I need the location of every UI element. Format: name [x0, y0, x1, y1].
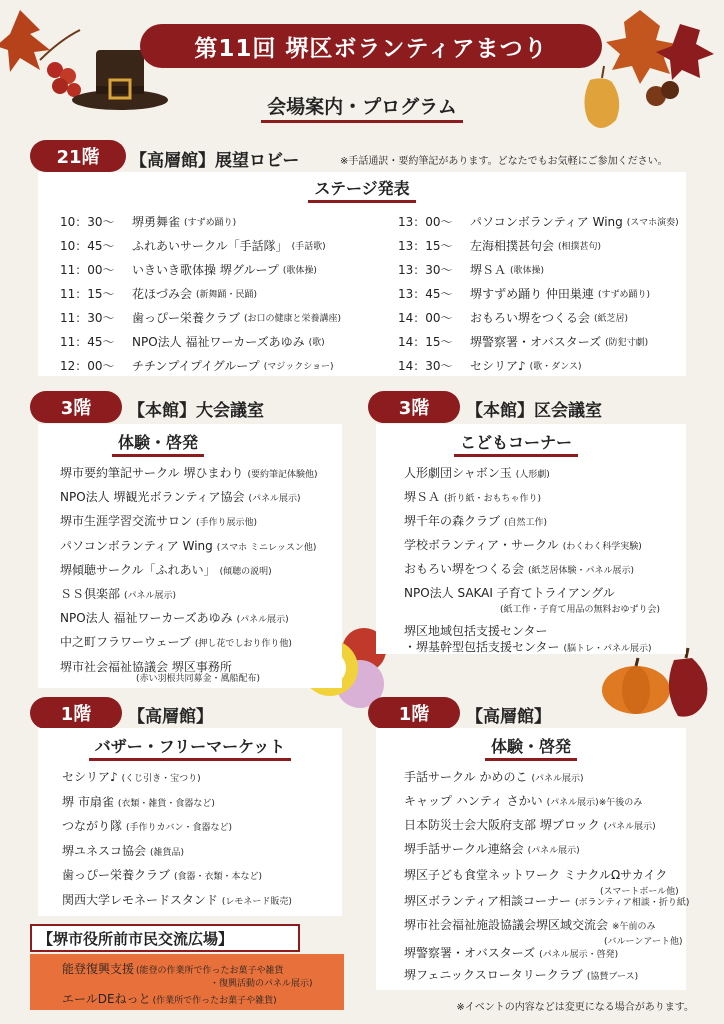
program-row	[398, 309, 628, 326]
floor-badge-3-right: 3階	[368, 391, 460, 423]
list-item-name: 堺千年の森クラブ	[404, 514, 501, 528]
list-item	[404, 622, 548, 639]
list-item-desc: (パネル展示)※午後のみ	[546, 798, 643, 808]
program-row	[60, 213, 236, 230]
list-item-desc: (パネル展示)	[124, 591, 177, 601]
program-name: 堺警察署・オバスターズ	[470, 335, 602, 349]
venue-title-3-left: 【本館】大会議室	[128, 401, 264, 421]
list-item	[62, 842, 184, 859]
autumn-decoration-right	[560, 0, 724, 140]
program-name: セシリア♪	[470, 359, 526, 373]
section-heading-3-right: こどもコーナー	[376, 430, 656, 453]
program-row	[398, 261, 544, 278]
list-item-name: 堺ユネスコ協会	[62, 843, 147, 858]
page-title: 第11回 堺区ボランティアまつり	[140, 24, 602, 68]
list-item-name: 堺手話サークル連絡会	[404, 842, 524, 856]
program-time: 14：30～	[398, 359, 453, 373]
list-item-name: 堺市社会福祉施設協議会堺区域交流会	[404, 918, 609, 932]
program-row	[398, 237, 601, 254]
program-name: ふれあいサークル「手話隊」	[132, 239, 288, 253]
list-item-name: 堺 市扇雀	[62, 794, 114, 809]
program-name: おもろい堺をつくる会	[470, 311, 591, 325]
program-row	[60, 261, 317, 278]
venue-title-21: 【高層館】展望ロビー	[130, 151, 300, 171]
program-time: 13：30～	[398, 263, 453, 277]
list-item	[404, 638, 652, 655]
program-desc: (マジックショー)	[263, 362, 334, 372]
list-item	[404, 536, 642, 553]
list-item-desc: (手作りカバン・食器など)	[126, 823, 233, 833]
list-3-right-extra: (紙工作・子育て用品の無料おゆずり会)	[500, 605, 661, 615]
program-row	[60, 333, 325, 350]
list-item	[404, 944, 618, 961]
list-item	[62, 793, 215, 810]
list-item-name: セシリア♪	[62, 770, 118, 784]
list-item	[60, 512, 257, 529]
floor-badge-1-left: 1階	[30, 697, 122, 729]
section-heading-stage: ステージ発表	[38, 176, 686, 199]
list-item-name: 堺区子ども食堂ネットワーク ミナクルΩサカイク	[404, 868, 668, 882]
list-item	[404, 584, 615, 601]
list-item-desc: (わくわく科学実験)	[562, 542, 642, 552]
list-item-desc: (パネル展示)	[248, 494, 301, 505]
list-item-name: 学校ボランティア・サークル	[404, 538, 559, 552]
program-name: NPO法人 福祉ワーカーズあゆみ	[132, 335, 305, 349]
list-item-desc: (紙芝居体験・パネル展示)	[528, 566, 635, 576]
list-item-name: NPO法人 堺観光ボランティア協会	[60, 490, 245, 505]
plaza-title: 【堺市役所前市民交流広場】	[30, 924, 300, 952]
program-time: 11：30～	[60, 311, 115, 325]
program-row	[398, 213, 679, 230]
program-time: 10：30～	[60, 215, 115, 229]
list-item-desc: (押し花でしおり作り他)	[194, 639, 292, 650]
list-item-name: 堺市生涯学習交流サロン	[60, 514, 193, 529]
list-item-desc: (食器・衣類・本など)	[174, 872, 263, 882]
list-item-desc: (パネル展示・啓発)	[539, 950, 619, 960]
program-time: 10：45～	[60, 239, 115, 253]
list-item-desc: (傾聴の説明)	[219, 566, 272, 577]
list-item	[404, 916, 656, 933]
list-item-desc: (パネル展示)	[236, 615, 289, 626]
floor-badge-3-left: 3階	[30, 391, 122, 423]
list-item	[404, 792, 642, 809]
program-time: 14：15～	[398, 335, 453, 349]
venue-title-1-left: 【高層館】	[128, 707, 213, 727]
program-row	[60, 357, 334, 374]
program-name: 歯っぴー栄養クラブ	[132, 311, 241, 325]
list-item-desc: (レモネード販売)	[221, 896, 292, 907]
list-item-name: 堺警察署・オバスターズ	[404, 946, 536, 960]
list-1-right-extra2: (バルーンアート他)	[604, 937, 683, 947]
list-item	[404, 560, 634, 577]
list-item-desc: (衣類・雑貨・食器など)	[117, 798, 215, 809]
program-desc: (すずめ踊り)	[184, 218, 237, 228]
list-item-name: ・堺基幹型包括支援センター	[404, 640, 560, 654]
program-desc: (紙芝居)	[594, 314, 629, 324]
list-item	[60, 488, 301, 505]
program-time: 11：45～	[60, 335, 115, 349]
list-item	[404, 966, 638, 983]
list-item-name: 堺市社会福祉協議会 堺区事務所	[60, 659, 232, 674]
program-desc: (歌・ダンス)	[529, 362, 582, 372]
list-item-name: 関西大学レモネードスタンド	[62, 892, 218, 907]
list-item-name: つながり隊	[62, 819, 123, 833]
section-heading-1-right: 体験・啓発	[376, 734, 686, 757]
list-item-name: 中之町フラワーウェーブ	[60, 635, 191, 650]
list-item	[62, 866, 262, 883]
program-desc: (歌)	[308, 338, 325, 348]
list-item-desc: (人形劇)	[515, 470, 550, 480]
list-item-name: 堺区ボランティア相談コーナー	[404, 894, 572, 908]
section-heading-1-left: バザー・フリーマーケット	[38, 734, 342, 757]
list-item	[62, 817, 232, 834]
list-item-desc: (脳トレ・パネル展示)	[563, 644, 652, 654]
list-item	[404, 768, 584, 785]
program-desc: (手話歌)	[291, 242, 326, 252]
list-item	[404, 512, 547, 529]
program-desc: (お口の健康と栄養講座)	[244, 314, 342, 324]
program-name: 左海相撲甚句会	[470, 239, 555, 253]
list-item	[62, 891, 292, 908]
list-1-right-extra1: (スマートボール他)	[600, 887, 679, 897]
list-item	[60, 537, 316, 554]
list-item-desc: (要約筆記体験他)	[247, 470, 318, 480]
venue-note-21: ※手話通訳・要約筆記があります。どなたでもお気軽にご参加ください。	[340, 156, 668, 167]
list-item-name: キャップ ハンティ さかい	[404, 794, 543, 808]
list-item-desc: (パネル展示)	[603, 822, 656, 832]
plaza-item-1-desc2: ・復興活動のパネル展示)	[210, 979, 313, 989]
list-item-name: NPO法人 福祉ワーカーズあゆみ	[60, 611, 233, 626]
program-desc: (防犯寸劇)	[605, 338, 649, 348]
program-row	[60, 285, 257, 302]
section-heading-3-left: 体験・啓発	[38, 430, 278, 453]
list-item-name: 堺フェニックスロータリークラブ	[404, 968, 583, 982]
list-item-name: 人形劇団シャボン玉	[404, 466, 512, 480]
program-time: 11：15～	[60, 287, 115, 301]
program-time: 13：00～	[398, 215, 453, 229]
floor-badge-21: 21階	[30, 140, 126, 172]
floor-badge-1-right: 1階	[368, 697, 460, 729]
plaza-item-2: エールDEねっと (作業所で作ったお菓子や雑貨)	[62, 992, 277, 1006]
program-row	[398, 285, 650, 302]
program-time: 14：00～	[398, 311, 453, 325]
list-item-desc: (パネル展示)	[527, 846, 580, 856]
program-name: パソコンボランティア Wing	[470, 215, 623, 229]
program-desc: (新舞踊・民踊)	[196, 290, 258, 300]
list-item-desc: (折り紙・おもちゃ作り)	[444, 494, 542, 504]
list-item	[404, 816, 656, 833]
program-name: チチンプイプイグループ	[132, 359, 260, 373]
program-name: 堺勇舞雀	[132, 215, 181, 229]
program-time: 11：00～	[60, 263, 115, 277]
list-item-desc: (自然工作)	[504, 518, 548, 528]
list-item-desc: (協賛ブース)	[586, 972, 639, 982]
program-name: 堺すずめ踊り 仲田巣連	[470, 287, 594, 301]
list-item-desc: (くじ引き・宝つり)	[121, 774, 201, 784]
plaza-item-1: 能登復興支援 (能登の作業所で作ったお菓子や雑貨	[62, 962, 284, 976]
program-name: いきいき歌体操 堺グループ	[132, 263, 279, 277]
list-item-name: 堺区地域包括支援センター	[404, 624, 548, 638]
list-item-desc: (雑貨品)	[150, 847, 185, 858]
list-item-desc: ※午前のみ	[612, 922, 656, 932]
program-row	[398, 357, 582, 374]
list-item-name: 手話サークル かめのこ	[404, 770, 528, 784]
program-row	[60, 309, 341, 326]
list-item-desc: (パネル展示)	[531, 774, 584, 784]
list-item-desc: (スマホ ミニレッスン他)	[216, 542, 317, 553]
list-3-left-extra: (赤い羽根共同募金・風船配布)	[136, 674, 261, 684]
program-desc: (すずめ踊り)	[597, 290, 651, 300]
list-item-name: 堺傾聴サークル「ふれあい」	[60, 562, 216, 577]
list-item-name: ＳＳ倶楽部	[60, 587, 121, 601]
program-row	[398, 333, 648, 350]
venue-title-3-right: 【本館】区会議室	[466, 401, 602, 421]
program-time: 13：45～	[398, 287, 453, 301]
program-desc: (歌体操)	[282, 266, 317, 276]
list-item	[404, 866, 667, 883]
program-desc: (相撲甚句)	[558, 242, 602, 252]
list-item	[60, 633, 292, 650]
list-item	[60, 464, 318, 481]
program-name: 堺ＳＡ	[470, 263, 507, 277]
program-row	[60, 237, 326, 254]
list-item	[60, 585, 176, 602]
program-desc: (スマホ演奏)	[626, 218, 679, 228]
list-item-name: パソコンボランティア Wing	[60, 538, 213, 553]
list-item-name: 堺ＳＡ	[404, 490, 441, 504]
list-item	[60, 609, 289, 626]
program-name: 花ほづみ会	[132, 287, 193, 301]
list-item-desc: (手作り展示他)	[196, 518, 258, 529]
list-item-name: 堺市要約筆記サークル 堺ひまわり	[60, 466, 244, 480]
list-item	[404, 840, 580, 857]
list-item	[62, 768, 201, 785]
list-item	[60, 561, 272, 578]
list-item-name: おもろい堺をつくる会	[404, 562, 525, 576]
list-item-name: 歯っぴー栄養クラブ	[62, 868, 171, 882]
plaza-box	[30, 954, 344, 1010]
page-subtitle: 会場案内・プログラム	[0, 92, 724, 119]
program-time: 13：15～	[398, 239, 453, 253]
list-item-desc: (ボランティア相談・折り紙)	[575, 898, 690, 908]
list-item	[404, 464, 550, 481]
venue-title-1-right: 【高層館】	[466, 707, 551, 727]
program-time: 12：00～	[60, 359, 115, 373]
list-item-name: 日本防災士会大阪府支部 堺ブロック	[404, 818, 600, 832]
list-item	[404, 488, 541, 505]
footer-note: ※イベントの内容などは変更になる場合があります。	[456, 1002, 694, 1013]
program-desc: (歌体操)	[510, 266, 545, 276]
list-item-name: NPO法人 SAKAI 子育てトライアングル	[404, 586, 615, 600]
